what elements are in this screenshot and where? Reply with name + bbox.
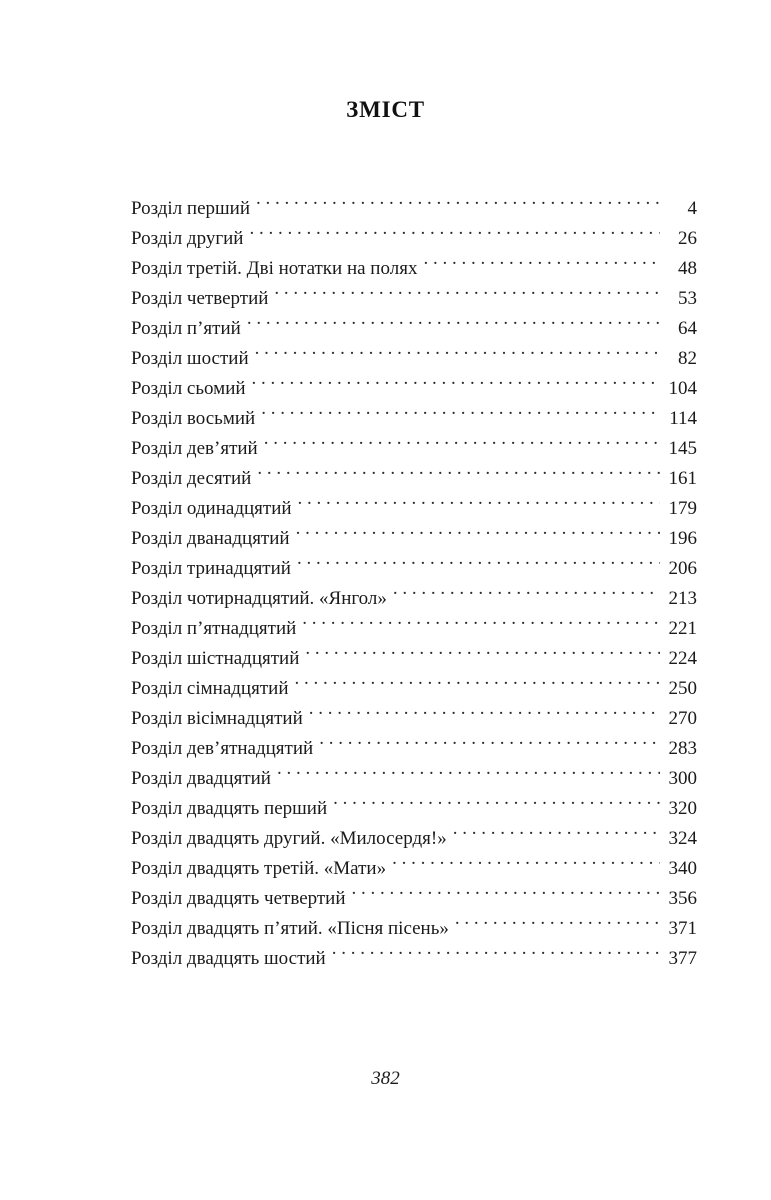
toc-entry[interactable] [131, 644, 697, 674]
toc-dot-leader [298, 495, 660, 514]
toc-dot-leader [264, 435, 660, 454]
toc-dot-leader [274, 285, 660, 304]
toc-entry-page-number: 64 [678, 318, 697, 339]
toc-entry-title: Розділ двадцять перший [131, 798, 328, 819]
toc-entry-page-number: 250 [668, 678, 697, 699]
toc-entry-title: Розділ вісімнадцятий [131, 708, 303, 729]
toc-entry[interactable] [131, 794, 697, 824]
toc-entry[interactable] [131, 314, 697, 344]
toc-dot-leader [255, 345, 660, 364]
toc-entry[interactable] [131, 914, 697, 944]
toc-entry-title: Розділ третій. Дві нотатки на полях [131, 258, 418, 279]
toc-entry-page-number: 82 [678, 348, 697, 369]
toc-dot-leader [257, 465, 660, 484]
toc-entry-page-number: 179 [668, 498, 697, 519]
toc-dot-leader [249, 225, 660, 244]
toc-entry-page-number: 320 [668, 798, 697, 819]
toc-entry-title: Розділ шостий [131, 348, 249, 369]
toc-entry[interactable] [131, 674, 697, 704]
toc-entry[interactable] [131, 404, 697, 434]
toc-dot-leader [393, 585, 660, 604]
toc-entry-page-number: 224 [668, 648, 697, 669]
toc-entry-title: Розділ дев’ятий [131, 438, 258, 459]
toc-entry-title: Розділ восьмий [131, 408, 256, 429]
toc-entry-page-number: 48 [678, 258, 697, 279]
toc-entry[interactable] [131, 824, 697, 854]
toc-dot-leader [261, 405, 660, 424]
toc-entry-title: Розділ дванадцятий [131, 528, 290, 549]
toc-entry[interactable] [131, 854, 697, 884]
toc-entry-page-number: 161 [668, 468, 697, 489]
table-of-contents-list [131, 194, 697, 974]
toc-entry[interactable] [131, 704, 697, 734]
toc-entry-title: Розділ другий [131, 228, 244, 249]
toc-entry-page-number: 356 [668, 888, 697, 909]
toc-entry-title: Розділ дев’ятнадцятий [131, 738, 314, 759]
toc-entry-title: Розділ перший [131, 198, 251, 219]
toc-dot-leader [277, 765, 660, 784]
toc-entry[interactable] [131, 224, 697, 254]
toc-entry-page-number: 324 [668, 828, 697, 849]
toc-dot-leader [309, 705, 660, 724]
toc-entry[interactable] [131, 734, 697, 764]
toc-entry[interactable] [131, 284, 697, 314]
toc-dot-leader [453, 825, 660, 844]
toc-entry-page-number: 377 [668, 948, 697, 969]
toc-entry-title: Розділ двадцять третій. «Мати» [131, 858, 387, 879]
toc-entry-page-number: 114 [669, 408, 697, 429]
toc-entry-page-number: 283 [668, 738, 697, 759]
toc-entry[interactable] [131, 584, 697, 614]
toc-entry[interactable] [131, 464, 697, 494]
toc-dot-leader [302, 615, 660, 634]
toc-entry-page-number: 213 [668, 588, 697, 609]
toc-entry-title: Розділ одинадцятий [131, 498, 292, 519]
toc-entry[interactable] [131, 944, 697, 974]
toc-dot-leader [297, 555, 660, 574]
toc-dot-leader [423, 255, 660, 274]
toc-entry-title: Розділ двадцять шостий [131, 948, 326, 969]
toc-entry-title: Розділ десятий [131, 468, 252, 489]
toc-entry-page-number: 4 [687, 198, 697, 219]
toc-entry[interactable] [131, 764, 697, 794]
toc-entry-page-number: 206 [668, 558, 697, 579]
toc-entry[interactable] [131, 524, 697, 554]
toc-dot-leader [332, 945, 660, 964]
toc-dot-leader [333, 795, 660, 814]
toc-entry-title: Розділ двадцять четвертий [131, 888, 346, 909]
toc-entry-title: Розділ двадцять другий. «Милосердя!» [131, 828, 447, 849]
toc-entry[interactable] [131, 194, 697, 224]
toc-entry-page-number: 340 [668, 858, 697, 879]
page-folio-number: 382 [371, 1068, 400, 1089]
toc-entry[interactable] [131, 374, 697, 404]
toc-entry[interactable] [131, 554, 697, 584]
toc-dot-leader [252, 375, 660, 394]
toc-entry[interactable] [131, 434, 697, 464]
toc-entry-page-number: 196 [668, 528, 697, 549]
toc-entry-title: Розділ сімнадцятий [131, 678, 289, 699]
toc-entry-page-number: 270 [668, 708, 697, 729]
toc-entry-title: Розділ шістнадцятий [131, 648, 300, 669]
toc-entry[interactable] [131, 614, 697, 644]
toc-entry-title: Розділ двадцять п’ятий. «Пісня пісень» [131, 918, 449, 939]
toc-entry[interactable] [131, 884, 697, 914]
toc-entry-title: Розділ двадцятий [131, 768, 271, 789]
toc-entry-title: Розділ четвертий [131, 288, 269, 309]
toc-dot-leader [352, 885, 660, 904]
toc-dot-leader [247, 315, 660, 334]
toc-dot-leader [455, 915, 660, 934]
toc-entry-page-number: 371 [668, 918, 697, 939]
toc-dot-leader [256, 195, 660, 214]
page-title: ЗМІСТ [346, 97, 425, 122]
toc-dot-leader [296, 525, 660, 544]
toc-entry-title: Розділ тринадцятий [131, 558, 291, 579]
toc-dot-leader [392, 855, 660, 874]
toc-entry-page-number: 145 [668, 438, 697, 459]
toc-dot-leader [294, 675, 660, 694]
toc-entry[interactable] [131, 494, 697, 524]
toc-entry-page-number: 26 [678, 228, 697, 249]
toc-entry-title: Розділ чотирнадцятий. «Янгол» [131, 588, 387, 609]
toc-entry-title: Розділ п’ятнадцятий [131, 618, 297, 639]
toc-entry[interactable] [131, 344, 697, 374]
toc-entry-title: Розділ п’ятий [131, 318, 241, 339]
toc-entry-title: Розділ сьомий [131, 378, 246, 399]
toc-entry[interactable] [131, 254, 697, 284]
toc-dot-leader [305, 645, 660, 664]
toc-entry-page-number: 104 [668, 378, 697, 399]
toc-entry-page-number: 53 [678, 288, 697, 309]
toc-entry-page-number: 300 [668, 768, 697, 789]
toc-dot-leader [319, 735, 660, 754]
toc-entry-page-number: 221 [668, 618, 697, 639]
